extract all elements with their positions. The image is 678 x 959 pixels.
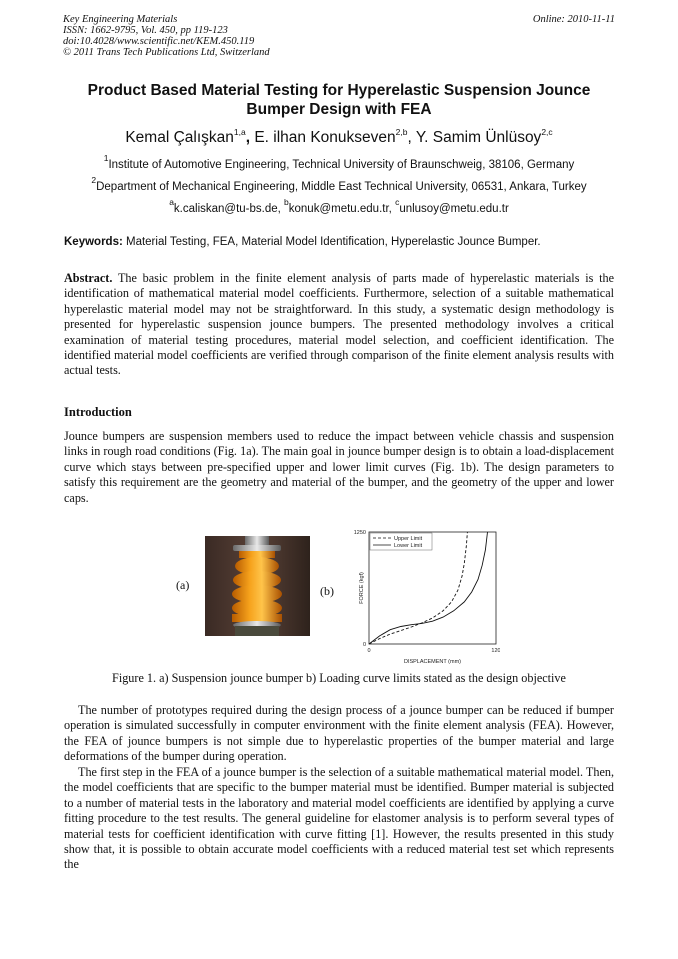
keywords — [64, 236, 618, 248]
aff-1-sup: 1 — [103, 153, 109, 163]
bumper-photo-image — [205, 536, 310, 636]
jounce-bumper-photo — [205, 536, 310, 636]
email-a: k.caliskan@tu-bs.de, — [173, 203, 285, 215]
keywords-text: Material Testing, FEA, Material Model Identification, Hyperelastic Jounce Bumper. — [122, 236, 541, 248]
abstract — [64, 271, 614, 379]
aff-2-sup: 2 — [91, 175, 97, 185]
title-line-1: Product Based Material Testing for Hyperelastic Suspension Jounce — [87, 82, 591, 99]
intro-paragraph-1: Jounce bumpers are suspension members used to reduce the impact between vehicle chassis and suspension links in rough road conditions (Fig. 1a). The main goal in jounce bumper design is to obtain a load-displacement curve which stays between pre-specified upper and lower limit curves (Fig. 1b). The design parameters to satisfy this requirement are the geometry and material of the bumper, and the geometry of the upper and lower caps. — [64, 429, 614, 505]
figure-caption: Figure 1. a) Suspension jounce bumper b) Loading curve limits stated as the design objective — [112, 671, 566, 685]
email-c: unlusoy@metu.edu.tr — [399, 203, 509, 215]
aff-1-text: Institute of Automotive Engineering, Technical University of Braunschweig, 38106, Germany — [108, 159, 575, 171]
affiliation-1 — [40, 153, 638, 171]
author-1-sup: 1,a — [233, 127, 246, 137]
author-2-sup: 2,b — [395, 127, 408, 137]
paragraph-3: The first step in the FEA of a jounce bumper is the selection of a suitable mathematical material model. Then, the model coefficients that are specific to the bumper material must be identified. Bumper material is subjected to a number of material tests in the laboratory and material model coefficients are identified by applying a curve fitting procedure to the test results. The general guideline for elastomer analysis is to perform several types of material tests for coefficient identification with curve fitting [1]. However, the results presented in this study show that, it is possible to obtain accurate model coefficients with a reduced material test set which represents the — [64, 765, 614, 872]
email-c-sup: c — [395, 197, 400, 207]
abstract-text: The basic problem in the finite element analysis of parts made of hyperelastic materials is the identification of mathematical material model coefficients. Furthermore, selection of a suitable mathematical hyperelastic material model may not be straightforward. In this study, a systematic design methodology is presented for hyperelastic suspension jounce bumpers. The presented methodology involves a critical examination of material testing procedures, material model selection, and coefficient identification. The identified material model coefficients are verified through comparison of the finite element analysis results with actual tests. — [64, 271, 614, 378]
email-b: konuk@metu.edu.tr, — [288, 203, 396, 215]
title-line-2: Bumper Design with FEA — [246, 101, 432, 118]
legend-label: Lower Limit — [394, 543, 423, 549]
abstract-label: Abstract. — [64, 271, 113, 285]
journal-name: Key Engineering Materials — [63, 14, 178, 25]
x-axis-label: DISPLACEMENT (mm) — [403, 659, 462, 665]
author-2: E. ilhan Konukseven — [254, 129, 396, 146]
aff-2-text: Department of Mechanical Engineering, Middle East Technical University, 06531, Ankara, Turkey — [96, 181, 587, 193]
doi-line: doi:10.4028/www.scientific.net/KEM.450.119 — [63, 36, 255, 47]
affiliation-2 — [40, 175, 638, 193]
paper-title — [60, 81, 618, 119]
journal-header — [63, 14, 615, 58]
figure-label-b: (b) — [320, 584, 334, 598]
copyright-line: © 2011 Trans Tech Publications Ltd, Switzerland — [63, 47, 270, 58]
author-3: Y. Samim Ünlüsoy — [415, 129, 542, 146]
legend-label: Upper Limit — [394, 536, 423, 542]
x-tick-label: 0 — [367, 648, 371, 654]
y-tick-label: 1250 — [353, 530, 366, 536]
author-3-sup: 2,c — [541, 127, 553, 137]
online-date: Online: 2010-11-11 — [532, 14, 615, 25]
loading-curve-chart — [340, 524, 500, 668]
intro-heading: Introduction — [64, 405, 132, 419]
email-line — [40, 197, 638, 215]
email-b-sup: b — [284, 197, 289, 207]
x-tick-label: 120 — [491, 648, 500, 654]
email-a-sup: a — [169, 197, 174, 207]
chart-svg — [340, 524, 500, 668]
figure-label-a: (a) — [176, 578, 190, 592]
issn-line: ISSN: 1662-9795, Vol. 450, pp 119-123 — [63, 25, 228, 36]
y-axis-label: FORCE (kgf) — [359, 572, 365, 604]
author-1: Kemal Çalışkan — [125, 129, 234, 146]
paragraph-2: The number of prototypes required during the design process of a jounce bumper can be reduced if bumper operation is simulated successfully in computer environment with the finite element analysis (FEA). However, the FEA of jounce bumpers is not simple due to hyperelastic properties of the bumper material and large deformations of the bumper during operation. — [64, 703, 614, 764]
author-list: Kemal Çalışkan$^{1,a}$, E. ilhan Konukseven$^{2,b}$, Y. Samim Ünlüsoy$^{2,c}$ — [125, 127, 553, 146]
y-tick-label: 0 — [362, 642, 366, 648]
keywords-label: Keywords: — [64, 236, 123, 248]
